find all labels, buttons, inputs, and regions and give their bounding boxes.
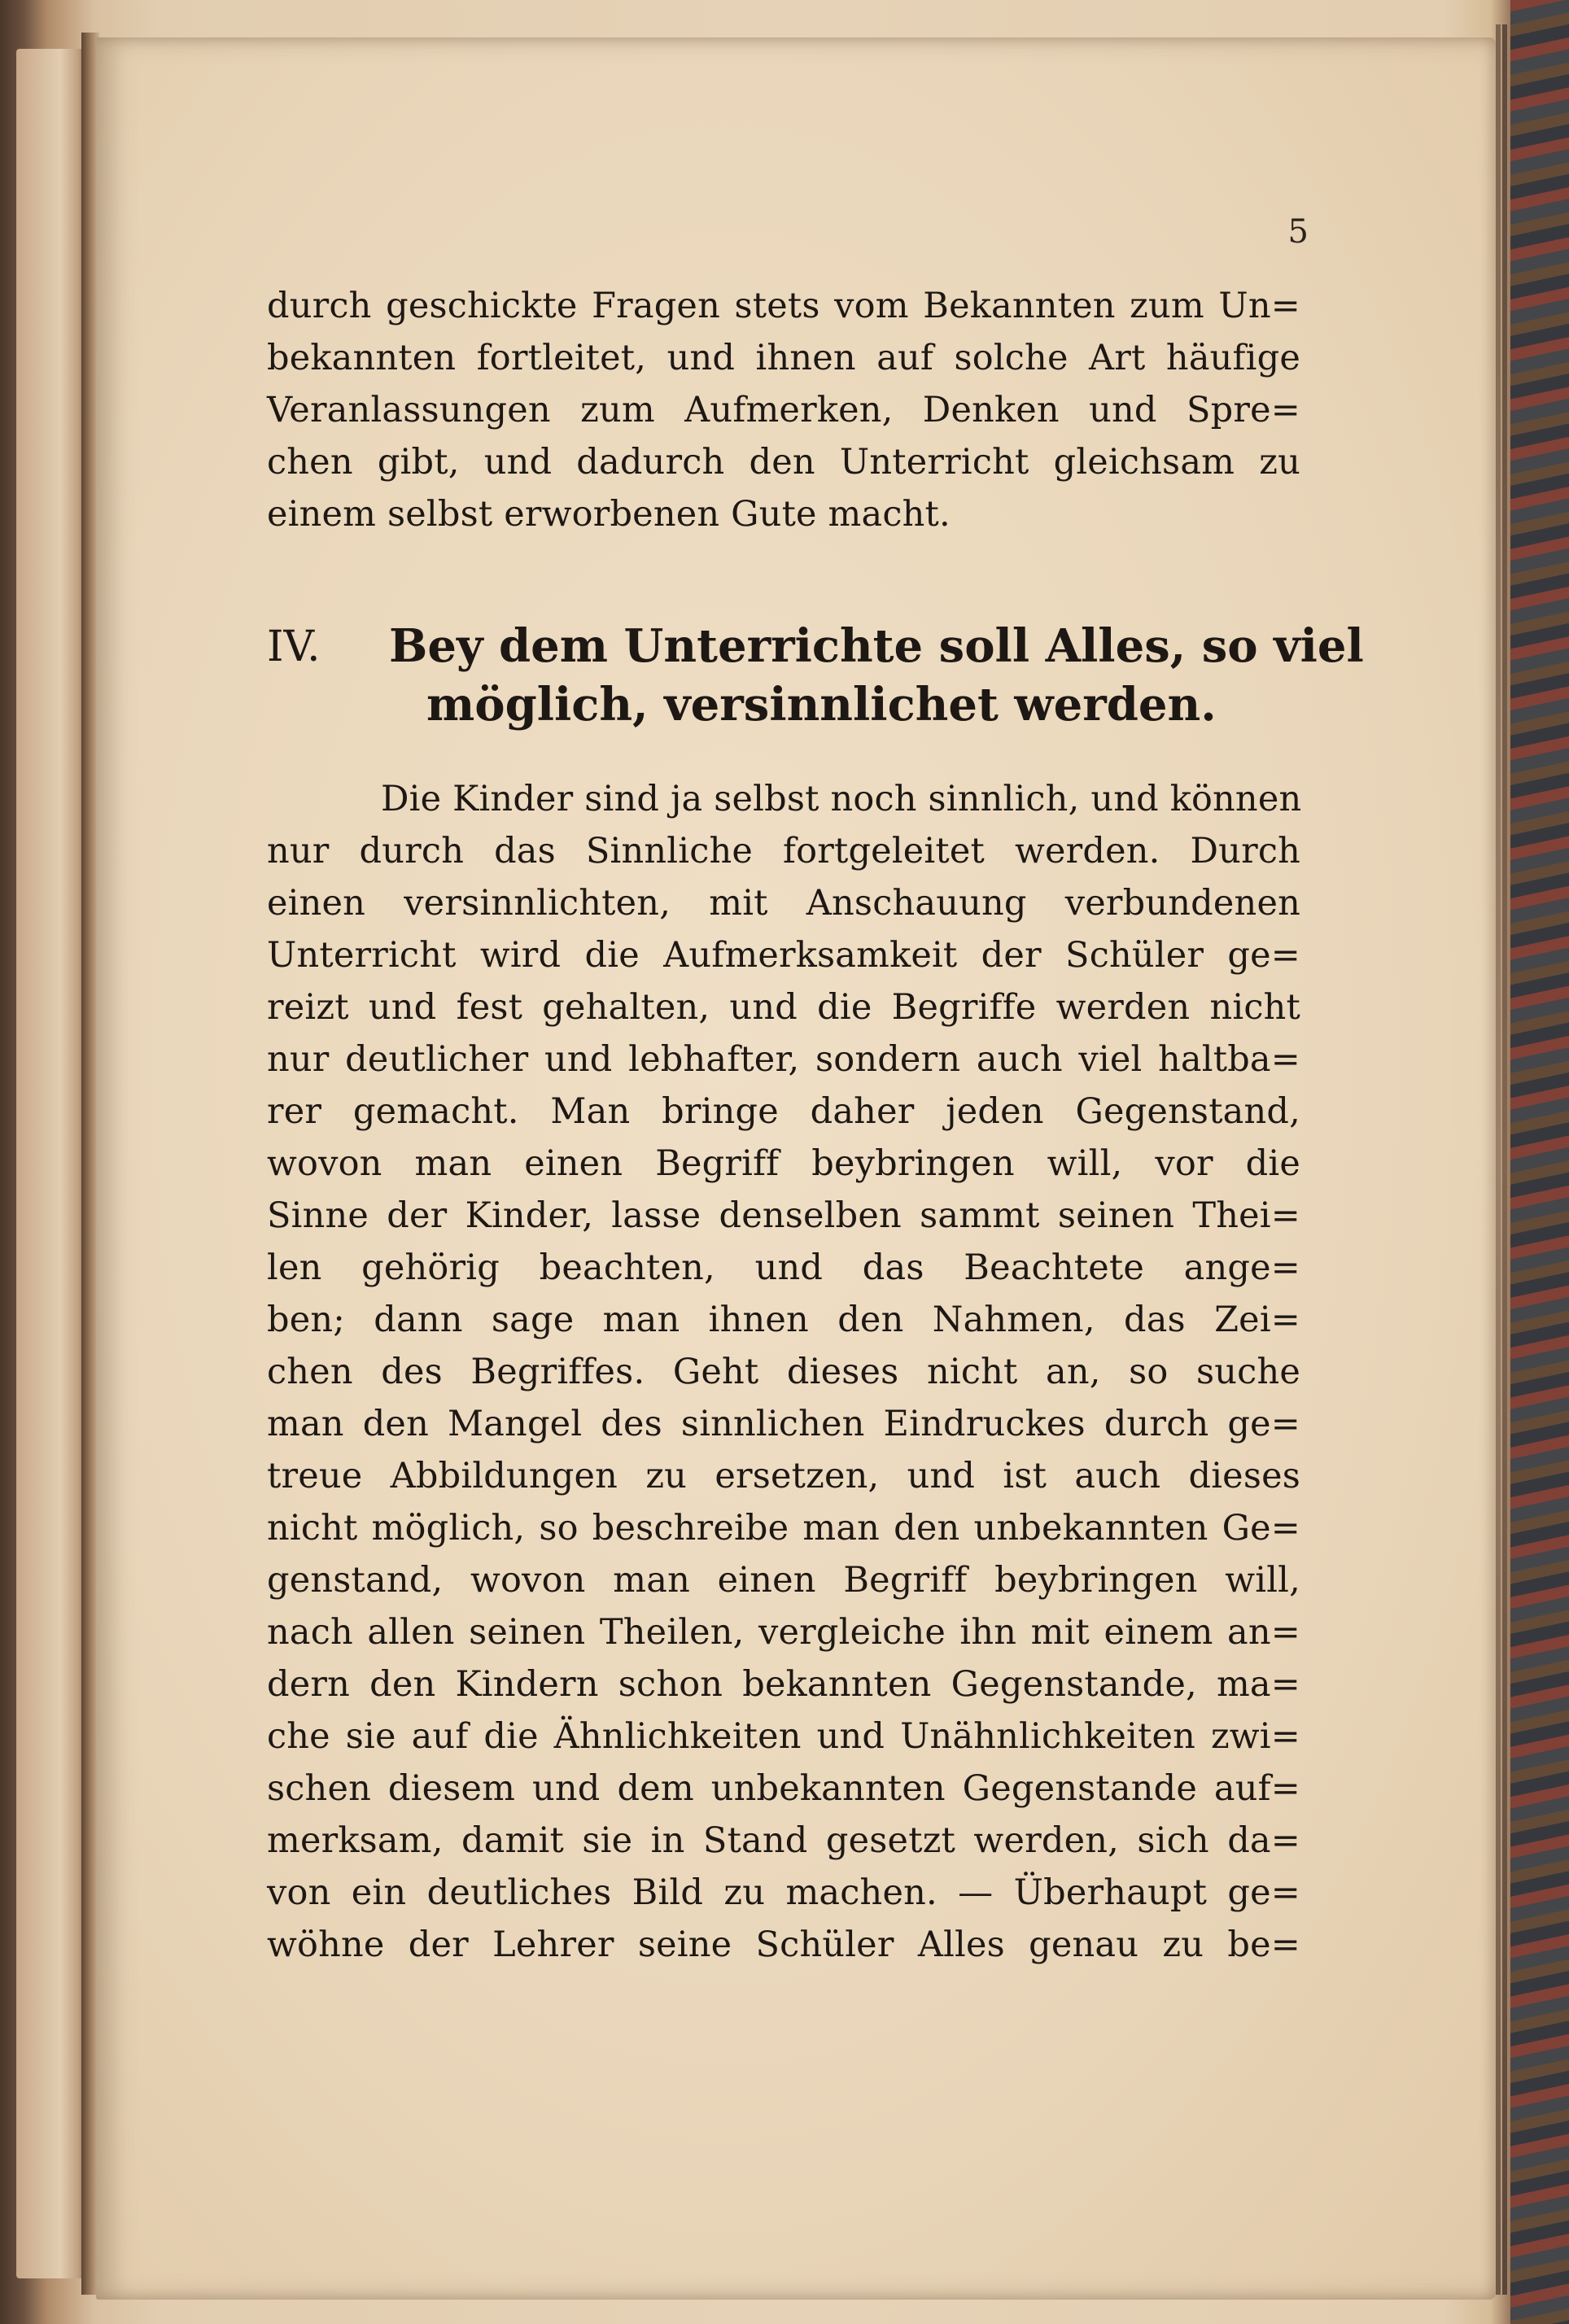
text-line: nicht möglich, so beschreibe man den unbekannten Ge= — [267, 1508, 1300, 1549]
section-heading: möglich, versinnlichet werden. — [426, 678, 1217, 732]
text-line: Sinne der Kinder, lasse denselben sammt seinen Thei= — [267, 1195, 1300, 1236]
text-line: Die Kinder sind ja selbst noch sinnlich, und können — [381, 779, 1302, 819]
text-line: che sie auf die Ähnlichkeiten und Unähnlichkeiten zwi= — [267, 1716, 1300, 1757]
text-line: man den Mangel des sinnlichen Eindruckes durch ge= — [267, 1404, 1300, 1444]
text-line: rer gemacht. Man bringe daher jeden Gegenstand, — [267, 1091, 1300, 1132]
text-line: dern den Kindern schon bekannten Gegenstande, ma= — [267, 1664, 1300, 1705]
text-line: chen des Begriffes. Geht dieses nicht an, so suche — [267, 1352, 1300, 1392]
text-line: genstand, wovon man einen Begriff beybringen will, — [267, 1560, 1300, 1601]
section-heading: Bey dem Unterrichte soll Alles, so viel — [389, 619, 1364, 673]
text-line: len gehörig beachten, und das Beachtete ange= — [267, 1247, 1300, 1288]
section-numeral: IV. — [267, 622, 321, 671]
text-line: treue Abbildungen zu ersetzen, und ist auch dieses — [267, 1456, 1300, 1496]
text-line: nur deutlicher und lebhafter, sondern auch viel haltba= — [267, 1039, 1300, 1080]
page-stack-edge — [1496, 24, 1501, 2295]
text-line: schen diesem und dem unbekannten Gegenstande auf= — [267, 1768, 1300, 1809]
text-line: einen versinnlichten, mit Anschauung verbundenen — [267, 883, 1300, 924]
page-stack-edge — [1502, 24, 1507, 2295]
text-line: wöhne der Lehrer seine Schüler Alles genau zu be= — [267, 1924, 1300, 1965]
text-line: einem selbst erworbenen Gute macht. — [267, 494, 951, 535]
text-line: merksam, damit sie in Stand gesetzt werden, sich da= — [267, 1820, 1300, 1861]
text-line: Unterricht wird die Aufmerksamkeit der Schüler ge= — [267, 935, 1300, 976]
text-line: Veranlassungen zum Aufmerken, Denken und Spre= — [267, 390, 1300, 430]
text-line: ben; dann sage man ihnen den Nahmen, das Zei= — [267, 1300, 1300, 1340]
text-line: durch geschickte Fragen stets vom Bekannten zum Un= — [267, 286, 1300, 326]
text-line: bekannten fortleitet, und ihnen auf solche Art häufige — [267, 338, 1300, 378]
marbled-cover — [1510, 0, 1569, 2324]
text-line: nur durch das Sinnliche fortgeleitet werden. Durch — [267, 831, 1300, 872]
text-line: reizt und fest gehalten, und die Begriffe werden nicht — [267, 987, 1300, 1028]
text-line: chen gibt, und dadurch den Unterricht gleichsam zu — [267, 442, 1300, 483]
text-line: von ein deutliches Bild zu machen. — Überhaupt ge= — [267, 1872, 1300, 1913]
text-line: nach allen seinen Theilen, vergleiche ihn mit einem an= — [267, 1612, 1300, 1653]
text-line: wovon man einen Begriff beybringen will, vor die — [267, 1143, 1300, 1184]
page-number: 5 — [1287, 213, 1309, 251]
left-page-edge — [16, 49, 90, 2278]
